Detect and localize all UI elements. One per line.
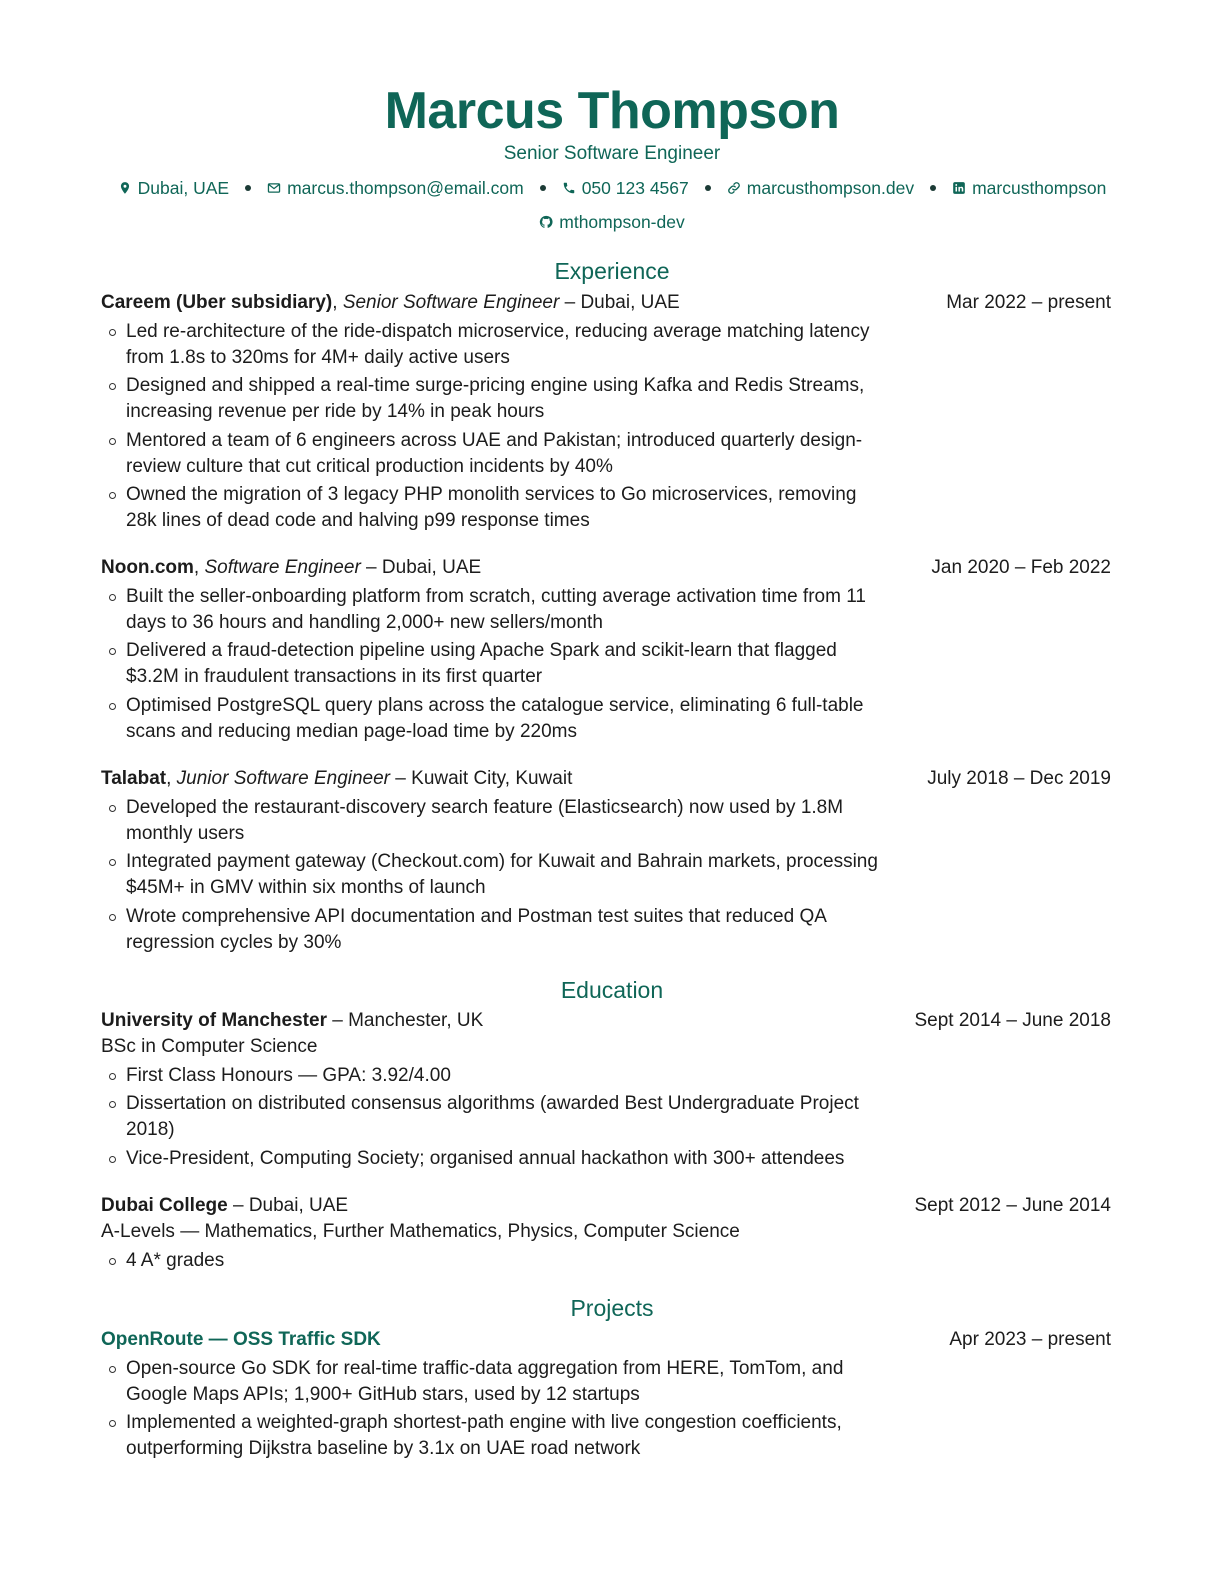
degree: A-Levels — Mathematics, Further Mathematics, Physics, Computer Science: [101, 1221, 740, 1242]
project-dates: Apr 2023 – present: [949, 1329, 1111, 1350]
entry-header: Noon.com, Software Engineer – Dubai, UAE Jan 2020 – Feb 2022: [101, 555, 1111, 581]
bullet-item: First Class Honours — GPA: 3.92/4.00: [101, 1063, 878, 1089]
email-link[interactable]: marcus.thompson@email.com: [287, 178, 524, 198]
bullet-item: Implemented a weighted-graph shortest-path engine with live congestion coefficients, outperforming Dijkstra baseline by 3.1x on UAE road network: [101, 1410, 878, 1462]
bullet-list: [101, 795, 1111, 956]
bullet-item: Integrated payment gateway (Checkout.com) for Kuwait and Bahrain markets, processing $45M+ in GMV within six months of launch: [101, 849, 878, 901]
contact-location: [118, 176, 229, 200]
school-name: Dubai College: [101, 1195, 228, 1216]
experience-entry: [101, 290, 1111, 534]
company-name: Noon.com: [101, 557, 194, 578]
job-location: Dubai, UAE: [580, 292, 680, 313]
section-title-experience: Experience: [554, 258, 670, 284]
entry-header: [101, 1327, 1111, 1353]
section-title-projects: Projects: [570, 1295, 654, 1321]
phone-icon: [562, 181, 576, 195]
experience-entry: [101, 766, 1111, 956]
school-dates: Sept 2014 – June 2018: [914, 1010, 1111, 1031]
contact-separator: [245, 185, 251, 191]
location-text: Dubai, UAE: [137, 178, 230, 198]
job-dates: Jan 2020 – Feb 2022: [931, 557, 1111, 578]
contact-separator: [540, 185, 546, 191]
bullet-item: Open-source Go SDK for real-time traffic-data aggregation from HERE, TomTom, and Google Maps APIs; 1,900+ GitHub stars, used by 12 startups: [101, 1356, 878, 1408]
job-title: Senior Software Engineer: [342, 292, 560, 313]
job-dates: Mar 2022 – present: [946, 292, 1111, 313]
degree: BSc in Computer Science: [101, 1036, 318, 1057]
bullet-list: [101, 1356, 1111, 1463]
bullet-item: Dissertation on distributed consensus algorithms (awarded Best Undergraduate Project 2018): [101, 1091, 878, 1143]
bullet-item: Wrote comprehensive API documentation and Postman test suites that reduced QA regression cycles by 30%: [101, 904, 878, 956]
bullet-list: [101, 1063, 1111, 1172]
bullet-item: Owned the migration of 3 legacy PHP monolith services to Go microservices, removing 28k lines of dead code and halving p99 response times: [101, 482, 878, 534]
linkedin-link[interactable]: marcusthompson: [972, 178, 1107, 198]
education-entry: [101, 1008, 1111, 1172]
contact-separator: [705, 185, 711, 191]
candidate-name: Marcus Thompson: [384, 82, 840, 140]
bullet-item: Mentored a team of 6 engineers across UAE and Pakistan; introduced quarterly design-review culture that cut critical production incidents by 40%: [101, 428, 878, 480]
entry-header: University of Manchester – Manchester, UK Sept 2014 – June 2018: [101, 1008, 1111, 1034]
bullet-item: Developed the restaurant-discovery search feature (Elasticsearch) now used by 1.8M monthly users: [101, 795, 878, 847]
map-pin-icon: [118, 181, 132, 195]
linkedin-icon: [952, 181, 966, 195]
envelope-icon: [267, 181, 281, 195]
job-title: Junior Software Engineer: [176, 768, 391, 789]
company-name: Talabat: [101, 768, 167, 789]
school-location: Dubai, UAE: [248, 1195, 349, 1216]
contact-linkedin[interactable]: [952, 176, 1106, 200]
entry-header: Dubai College – Dubai, UAE Sept 2012 – June 2014: [101, 1193, 1111, 1219]
project-name[interactable]: OpenRoute — OSS Traffic SDK: [101, 1329, 381, 1350]
bullet-list: [101, 319, 1111, 535]
link-icon: [727, 181, 741, 195]
phone-link[interactable]: 050 123 4567: [581, 178, 689, 198]
experience-entry: [101, 555, 1111, 745]
contact-row: [0, 176, 1224, 200]
contact-row-2: [0, 210, 1224, 234]
contact-separator: [930, 185, 936, 191]
job-location: Dubai, UAE: [381, 557, 482, 578]
bullet-item: Optimised PostgreSQL query plans across the catalogue service, eliminating 6 full-table scans and reducing median page-load time by 220ms: [101, 693, 878, 745]
bullet-item: Designed and shipped a real-time surge-pricing engine using Kafka and Redis Streams, increasing revenue per ride by 14% in peak hours: [101, 373, 878, 425]
contact-github[interactable]: [539, 210, 684, 234]
school-location: Manchester, UK: [348, 1010, 484, 1031]
bullet-item: Delivered a fraud-detection pipeline using Apache Spark and scikit-learn that flagged $3.2M in fraudulent transactions in its first quarter: [101, 638, 878, 690]
bullet-item: Vice-President, Computing Society; organised annual hackathon with 300+ attendees: [101, 1146, 878, 1172]
candidate-role: Senior Software Engineer: [503, 143, 721, 164]
section-title-education: Education: [560, 977, 664, 1003]
entry-header: Careem (Uber subsidiary), Senior Software Engineer – Dubai, UAE Mar 2022 – present: [101, 290, 1111, 316]
company-name: Careem (Uber subsidiary): [101, 292, 333, 313]
contact-website[interactable]: [727, 176, 914, 200]
entry-header: Talabat, Junior Software Engineer – Kuwait City, Kuwait July 2018 – Dec 2019: [101, 766, 1111, 792]
bullet-item: 4 A* grades: [101, 1248, 878, 1274]
contact-phone[interactable]: [562, 176, 689, 200]
education-entry: [101, 1193, 1111, 1274]
github-icon: [539, 215, 553, 229]
github-link[interactable]: mthompson-dev: [559, 212, 685, 232]
job-location: Kuwait City, Kuwait: [411, 768, 573, 789]
school-name: University of Manchester: [101, 1010, 327, 1031]
bullet-list: [101, 1248, 1111, 1274]
project-entry: [101, 1327, 1111, 1462]
bullet-item: Built the seller-onboarding platform from scratch, cutting average activation time from 11 days to 36 hours and handling 2,000+ new sellers/month: [101, 584, 878, 636]
job-dates: July 2018 – Dec 2019: [927, 768, 1111, 789]
contact-email[interactable]: [267, 176, 524, 200]
website-link[interactable]: marcusthompson.dev: [746, 178, 915, 198]
job-title: Software Engineer: [204, 557, 361, 578]
bullet-item: Led re-architecture of the ride-dispatch microservice, reducing average matching latency from 1.8s to 320ms for 4M+ daily active users: [101, 319, 878, 371]
school-dates: Sept 2012 – June 2014: [914, 1195, 1111, 1216]
bullet-list: [101, 584, 1111, 745]
